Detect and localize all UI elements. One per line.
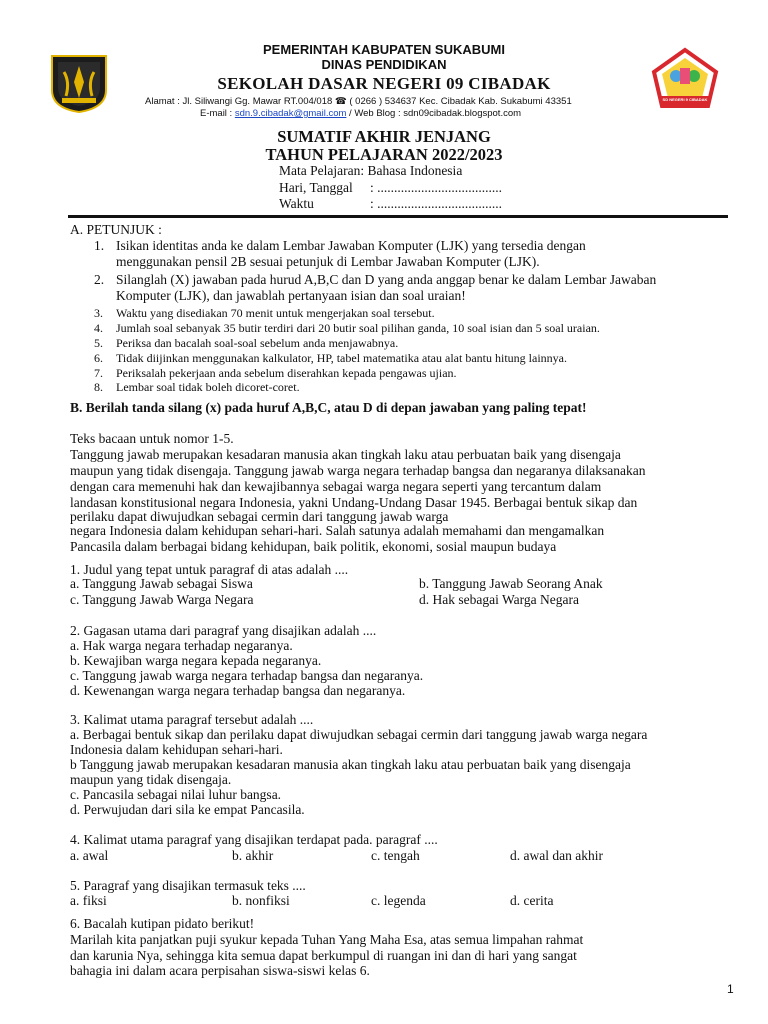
instruction-num: 4. bbox=[94, 321, 103, 335]
right-logo bbox=[650, 46, 720, 110]
instruction-text: Silanglah (X) jawaban pada hurud A,B,C dan D yang anda anggap benar ke dalam Lembar Jawaban bbox=[116, 272, 657, 287]
day-label: Hari, Tanggal bbox=[279, 180, 353, 195]
question-2: 2. Gagasan utama dari paragraf yang disajikan adalah .... bbox=[70, 623, 377, 638]
subject-line: Mata Pelajaran: Bahasa Indonesia bbox=[279, 163, 463, 178]
passage-line: perilaku dapat diwujudkan sebagai cermin dari tanggung jawab warga bbox=[70, 509, 449, 524]
instruction-text: Isikan identitas anda ke dalam Lembar Jawaban Komputer (LJK) yang tersedia dengan bbox=[116, 238, 586, 253]
q4-option-c: c. tengah bbox=[371, 848, 420, 863]
q3-line: b Tanggung jawab merupakan kesadaran manusia akan tingkah laku atau perbuatan baik yang disengaja bbox=[70, 757, 631, 772]
q3-line: c. Pancasila sebagai nilai luhur bangsa. bbox=[70, 787, 282, 802]
instruction-num: 3. bbox=[94, 306, 103, 320]
question-1: 1. Judul yang tepat untuk paragraf di atas adalah .... bbox=[70, 562, 349, 577]
instruction-num: 5. bbox=[94, 336, 103, 350]
q2-option: a. Hak warga negara terhadap negaranya. bbox=[70, 638, 293, 653]
email-label: E-mail : bbox=[200, 108, 233, 119]
question-6: 6. Bacalah kutipan pidato berikut! bbox=[70, 916, 255, 931]
contact-line bbox=[200, 108, 521, 119]
instruction-text: Waktu yang disediakan 70 menit untuk mengerjakan soal tersebut. bbox=[116, 306, 435, 320]
q4-option-a: a. awal bbox=[70, 848, 109, 863]
q1-option-a: a. Tanggung Jawab sebagai Siswa bbox=[70, 576, 253, 591]
q5-option-c: c. legenda bbox=[371, 893, 426, 908]
q6-line: dan karunia Nya, sehingga kita semua dapat berkumpul di ruangan ini dan di hari yang sangat bbox=[70, 948, 577, 963]
q5-option-d: d. cerita bbox=[510, 893, 554, 908]
instructions-heading: A. PETUNJUK : bbox=[70, 222, 162, 237]
day-value: : ..................................... bbox=[370, 180, 503, 195]
q1-option-b: b. Tanggung Jawab Seorang Anak bbox=[419, 576, 603, 591]
q3-line: d. Perwujudan dari sila ke empat Pancasila. bbox=[70, 802, 305, 817]
passage-line: Tanggung jawab merupakan kesadaran manusia akan tingkah laku atau perbuatan baik yang disengaja bbox=[70, 447, 621, 462]
instruction-text: Periksalah pekerjaan anda sebelum diserahkan kepada pengawas ujian. bbox=[116, 366, 457, 380]
q3-line: a. Berbagai bentuk sikap dan perilaku dapat diwujudkan sebagai cermin dari tanggung jawab warga negara bbox=[70, 727, 648, 742]
blog-text: / Web Blog : sdn09cibadak.blogspot.com bbox=[349, 108, 522, 119]
q3-line: maupun yang tidak disengaja. bbox=[70, 772, 232, 787]
question-5: 5. Paragraf yang disajikan termasuk teks .... bbox=[70, 878, 306, 893]
time-label: Waktu bbox=[279, 196, 314, 211]
passage-line: Pancasila dalam berbagai bidang kehidupan, baik politik, ekonomi, sosial maupun budaya bbox=[70, 539, 557, 554]
passage-intro: Teks bacaan untuk nomor 1-5. bbox=[70, 431, 234, 446]
q1-option-d: d. Hak sebagai Warga Negara bbox=[419, 592, 579, 607]
instruction-text: Jumlah soal sebanyak 35 butir terdiri dari 20 butir soal pilihan ganda, 10 soal isian dan 5 soal uraian. bbox=[116, 321, 600, 335]
q5-option-b: b. nonfiksi bbox=[232, 893, 290, 908]
q6-line: Marilah kita panjatkan puji syukur kepada Tuhan Yang Maha Esa, atas semua limpahan rahmat bbox=[70, 932, 584, 947]
q2-option: c. Tanggung jawab warga negara terhadap bangsa dan negaranya. bbox=[70, 668, 424, 683]
instruction-num: 2. bbox=[94, 272, 105, 287]
school-name: SEKOLAH DASAR NEGERI 09 CIBADAK bbox=[217, 74, 551, 93]
logo-right-caption: SD NEGERI 9 CIBADAK bbox=[662, 97, 708, 102]
instruction-text: Komputer (LJK), dan jawablah pertanyaan isian dan soal uraian! bbox=[116, 288, 466, 303]
instruction-text: Lembar soal tidak boleh dicoret-coret. bbox=[116, 380, 300, 394]
q4-option-b: b. akhir bbox=[232, 848, 274, 863]
instruction-num: 1. bbox=[94, 238, 105, 253]
time-value: : ..................................... bbox=[370, 196, 503, 211]
q2-option: b. Kewajiban warga negara kepada negaranya. bbox=[70, 653, 322, 668]
question-4: 4. Kalimat utama paragraf yang disajikan terdapat pada. paragraf .... bbox=[70, 832, 438, 847]
page-number: 1 bbox=[727, 982, 734, 996]
exam-title-1: SUMATIF AKHIR JENJANG bbox=[277, 127, 491, 146]
section-b-heading: B. Berilah tanda silang (x) pada huruf A,B,C, atau D di depan jawaban yang paling tepat! bbox=[70, 400, 587, 415]
passage-line: maupun yang tidak disengaja. Tanggung jawab warga negara terhadap bangsa dan negaranya dilaksanakan bbox=[70, 463, 646, 478]
header-line-2: DINAS PENDIDIKAN bbox=[321, 57, 447, 72]
passage-line: negara Indonesia dalam kehidupan sehari-hari. Salah satunya adalah memahami dan mengamalkan bbox=[70, 523, 605, 538]
q5-option-a: a. fiksi bbox=[70, 893, 107, 908]
instruction-text: Periksa dan bacalah soal-soal sebelum anda menjawabnya. bbox=[116, 336, 399, 350]
passage-line: landasan konstitusional negara Indonesia, yakni Undang-Undang Dasar 1945. Berbagai bentuk sikap dan bbox=[70, 495, 638, 510]
q3-line: Indonesia dalam kehidupan sehari-hari. bbox=[70, 742, 283, 757]
instruction-text: Tidak diijinkan menggunakan kalkulator, HP, tabel matematika atau alat bantu hitung lainnya. bbox=[116, 351, 567, 365]
email-link[interactable]: sdn.9.cibadak@gmail.com bbox=[234, 108, 347, 119]
passage-line: dengan cara memenuhi hak dan kewajibannya sebagai warga negara seperti yang tercantum dalam bbox=[70, 479, 602, 494]
question-3: 3. Kalimat utama paragraf tersebut adalah .... bbox=[70, 712, 314, 727]
school-address: Alamat : Jl. Siliwangi Gg. Mawar RT.004/018 ☎ ( 0266 ) 534637 Kec. Cibadak Kab. Sukabumi 43351 bbox=[145, 96, 572, 107]
q2-option: d. Kewenangan warga negara terhadap bangsa dan negaranya. bbox=[70, 683, 406, 698]
exam-title-2: TAHUN PELAJARAN 2022/2023 bbox=[265, 145, 503, 164]
header-line-1: PEMERINTAH KABUPATEN SUKABUMI bbox=[263, 42, 505, 57]
q4-option-d: d. awal dan akhir bbox=[510, 848, 603, 863]
instruction-num: 8. bbox=[94, 380, 103, 394]
q1-option-c: c. Tanggung Jawab Warga Negara bbox=[70, 592, 254, 607]
header-divider bbox=[68, 215, 728, 218]
q6-line: bahagia ini dalam acara perpisahan siswa-siswi kelas 6. bbox=[70, 963, 370, 978]
instruction-num: 7. bbox=[94, 366, 103, 380]
instruction-num: 6. bbox=[94, 351, 103, 365]
instruction-text: menggunakan pensil 2B sesuai petunjuk di Lembar Jawaban Komputer (LJK). bbox=[116, 254, 540, 269]
